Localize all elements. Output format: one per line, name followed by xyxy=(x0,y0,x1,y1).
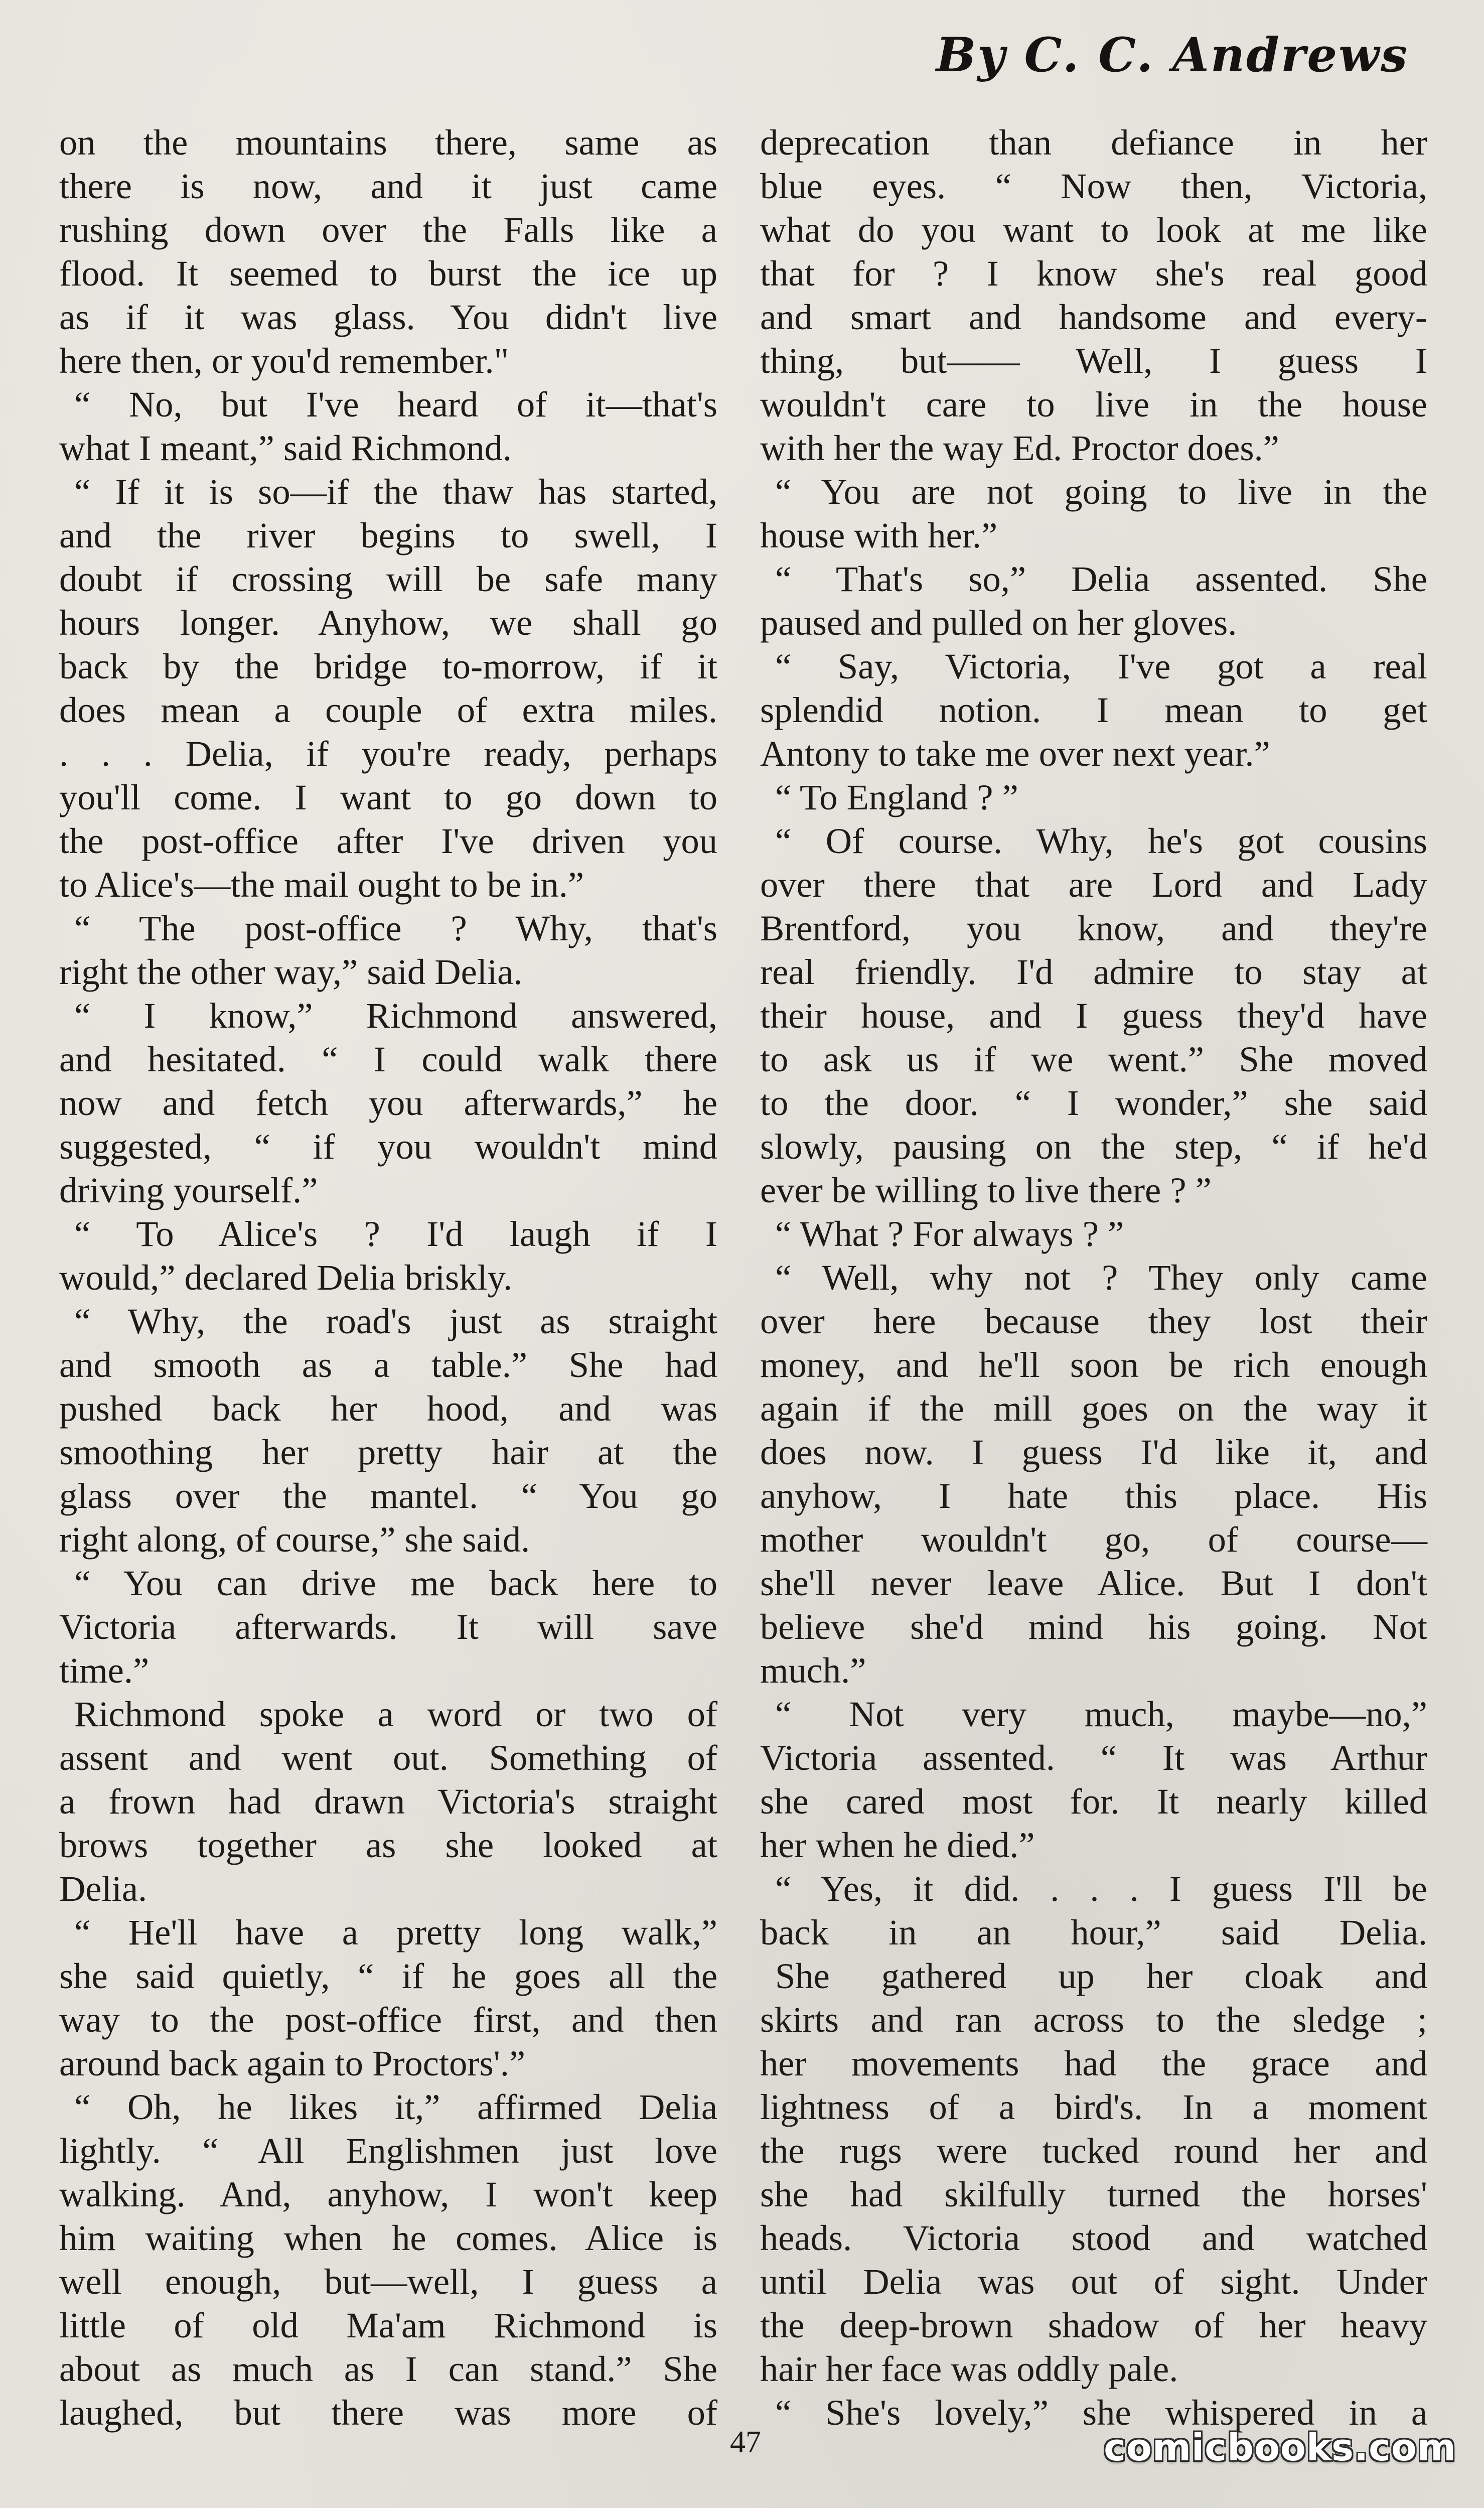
text-line: until Delia was out of sight. Under xyxy=(760,2261,1427,2302)
text-line: splendid notion. I mean to get xyxy=(760,689,1427,730)
site-watermark: comicbooks.com xyxy=(1104,2426,1456,2469)
text-line: doubt if crossing will be safe many xyxy=(59,559,717,599)
left-text-column xyxy=(59,120,717,2434)
text-line: thing, but—— Well, I guess I xyxy=(760,340,1427,381)
text-line: what I meant,” said Richmond. xyxy=(59,428,512,468)
text-line: “ He'll have a pretty long walk,” xyxy=(74,1912,717,1953)
text-line: “ The post-office ? Why, that's xyxy=(74,908,717,948)
text-line: deprecation than defiance in her xyxy=(760,122,1427,163)
page-number: 47 xyxy=(730,2425,761,2459)
text-line: hair her face was oddly pale. xyxy=(760,2348,1178,2389)
text-line: “ To England ? ” xyxy=(775,777,1018,817)
text-line: she cared most for. It nearly killed xyxy=(760,1781,1427,1822)
text-line: to ask us if we went.” She moved xyxy=(760,1039,1427,1079)
text-line: house with her.” xyxy=(760,515,998,555)
text-line: the rugs were tucked round her and xyxy=(760,2130,1427,2171)
text-line: driving yourself.” xyxy=(59,1170,318,1210)
text-line: “ What ? For always ? ” xyxy=(775,1213,1124,1254)
text-line: wouldn't care to live in the house xyxy=(760,384,1427,425)
text-line: way to the post-office first, and then xyxy=(59,1999,717,2040)
text-line: “ I know,” Richmond answered, xyxy=(74,995,717,1036)
text-line: and smart and handsome and every- xyxy=(760,297,1427,337)
text-line: lightness of a bird's. In a moment xyxy=(760,2086,1427,2127)
text-line: “ That's so,” Delia assented. She xyxy=(775,559,1427,599)
text-line: walking. And, anyhow, I won't keep xyxy=(59,2174,717,2214)
text-line: flood. It seemed to burst the ice up xyxy=(59,253,717,294)
text-line: right the other way,” said Delia. xyxy=(59,951,523,992)
text-line: skirts and ran across to the sledge ; xyxy=(760,1999,1427,2040)
text-line: much.” xyxy=(760,1650,866,1691)
text-line: and hesitated. “ I could walk there xyxy=(59,1039,717,1079)
text-line: anyhow, I hate this place. His xyxy=(760,1475,1427,1516)
text-line: suggested, “ if you wouldn't mind xyxy=(59,1126,717,1167)
text-line: and the river begins to swell, I xyxy=(59,515,717,555)
text-line: as if it was glass. You didn't live xyxy=(59,297,717,337)
text-line: ever be willing to live there ? ” xyxy=(760,1170,1212,1210)
text-line: laughed, but there was more of xyxy=(59,2392,717,2433)
text-line: their house, and I guess they'd have xyxy=(760,995,1427,1036)
text-line: would,” declared Delia briskly. xyxy=(59,1257,513,1298)
text-line: Victoria assented. “ It was Arthur xyxy=(760,1737,1427,1778)
text-line: him waiting when he comes. Alice is xyxy=(59,2217,717,2258)
text-line: “ She's lovely,” she whispered in a xyxy=(775,2392,1427,2433)
text-line: Richmond spoke a word or two of xyxy=(74,1694,717,1734)
text-line: lightly. “ All Englishmen just love xyxy=(59,2130,717,2171)
text-line: over there that are Lord and Lady xyxy=(760,864,1427,905)
text-line: glass over the mantel. “ You go xyxy=(59,1475,717,1516)
text-line: about as much as I can stand.” She xyxy=(59,2348,717,2389)
text-line: and smooth as a table.” She had xyxy=(59,1344,717,1385)
text-line: she said quietly, “ if he goes all the xyxy=(59,1956,717,1996)
right-text-column xyxy=(760,120,1427,2434)
text-line: now and fetch you afterwards,” he xyxy=(59,1082,717,1123)
text-line: “ Yes, it did. . . . I guess I'll be xyxy=(775,1868,1427,1909)
author-byline: By C. C. Andrews xyxy=(936,28,1409,83)
text-line: She gathered up her cloak and xyxy=(775,1956,1427,1996)
text-line: does mean a couple of extra miles. xyxy=(59,689,717,730)
text-line: Brentford, you know, and they're xyxy=(760,908,1427,948)
text-line: back in an hour,” said Delia. xyxy=(760,1912,1427,1953)
text-line: “ Not very much, maybe—no,” xyxy=(775,1694,1427,1734)
text-line: on the mountains there, same as xyxy=(59,122,717,163)
text-line: the deep-brown shadow of her heavy xyxy=(760,2305,1427,2345)
text-line: Victoria afterwards. It will save xyxy=(59,1606,717,1647)
text-line: “ To Alice's ? I'd laugh if I xyxy=(74,1213,717,1254)
text-line: “ Of course. Why, he's got cousins xyxy=(775,820,1427,861)
text-line: slowly, pausing on the step, “ if he'd xyxy=(760,1126,1427,1167)
text-line: she'll never leave Alice. But I don't xyxy=(760,1563,1427,1603)
text-line: real friendly. I'd admire to stay at xyxy=(760,951,1427,992)
text-line: rushing down over the Falls like a xyxy=(59,209,717,250)
text-line: “ Well, why not ? They only came xyxy=(775,1257,1427,1298)
text-line: her when he died.” xyxy=(760,1825,1035,1865)
text-line: “ Oh, he likes it,” affirmed Delia xyxy=(74,2086,717,2127)
text-line: does now. I guess I'd like it, and xyxy=(760,1432,1427,1472)
text-line: well enough, but—well, I guess a xyxy=(59,2261,717,2302)
text-line: Antony to take me over next year.” xyxy=(760,733,1270,774)
text-line: Delia. xyxy=(59,1868,147,1909)
text-line: around back again to Proctors'.” xyxy=(59,2043,526,2083)
text-line: hours longer. Anyhow, we shall go xyxy=(59,602,717,643)
text-line: brows together as she looked at xyxy=(59,1825,717,1865)
text-line: right along, of course,” she said. xyxy=(59,1519,530,1560)
text-line: again if the mill goes on the way it xyxy=(760,1388,1427,1429)
text-line: there is now, and it just came xyxy=(59,166,717,206)
text-line: money, and he'll soon be rich enough xyxy=(760,1344,1427,1385)
text-line: smoothing her pretty hair at the xyxy=(59,1432,717,1472)
text-line: pushed back her hood, and was xyxy=(59,1388,717,1429)
text-line: paused and pulled on her gloves. xyxy=(760,602,1237,643)
text-line: the post-office after I've driven you xyxy=(59,820,717,861)
text-line: she had skilfully turned the horses' xyxy=(760,2174,1427,2214)
text-line: “ Why, the road's just as straight xyxy=(74,1301,717,1341)
text-line: to the door. “ I wonder,” she said xyxy=(760,1082,1427,1123)
text-line: believe she'd mind his going. Not xyxy=(760,1606,1427,1647)
text-line: little of old Ma'am Richmond is xyxy=(59,2305,717,2345)
text-line: her movements had the grace and xyxy=(760,2043,1427,2083)
text-line: to Alice's—the mail ought to be in.” xyxy=(59,864,584,905)
text-line: “ Say, Victoria, I've got a real xyxy=(775,646,1427,686)
text-line: you'll come. I want to go down to xyxy=(59,777,717,817)
text-line: “ If it is so—if the thaw has started, xyxy=(74,471,717,512)
text-line: back by the bridge to-morrow, if it xyxy=(59,646,717,686)
text-line: here then, or you'd remember." xyxy=(59,340,509,381)
text-line: heads. Victoria stood and watched xyxy=(760,2217,1427,2258)
text-line: mother wouldn't go, of course— xyxy=(760,1519,1427,1560)
text-line: with her the way Ed. Proctor does.” xyxy=(760,428,1279,468)
text-line: . . . Delia, if you're ready, perhaps xyxy=(59,733,717,774)
text-line: “ You can drive me back here to xyxy=(74,1563,717,1603)
text-line: “ You are not going to live in the xyxy=(775,471,1427,512)
text-line: a frown had drawn Victoria's straight xyxy=(59,1781,717,1822)
text-line: over here because they lost their xyxy=(760,1301,1427,1341)
text-line: “ No, but I've heard of it—that's xyxy=(74,384,717,425)
text-line: time.” xyxy=(59,1650,150,1691)
text-line: what do you want to look at me like xyxy=(760,209,1427,250)
text-line: assent and went out. Something of xyxy=(59,1737,717,1778)
text-line: blue eyes. “ Now then, Victoria, xyxy=(760,166,1427,206)
text-line: that for ? I know she's real good xyxy=(760,253,1427,294)
